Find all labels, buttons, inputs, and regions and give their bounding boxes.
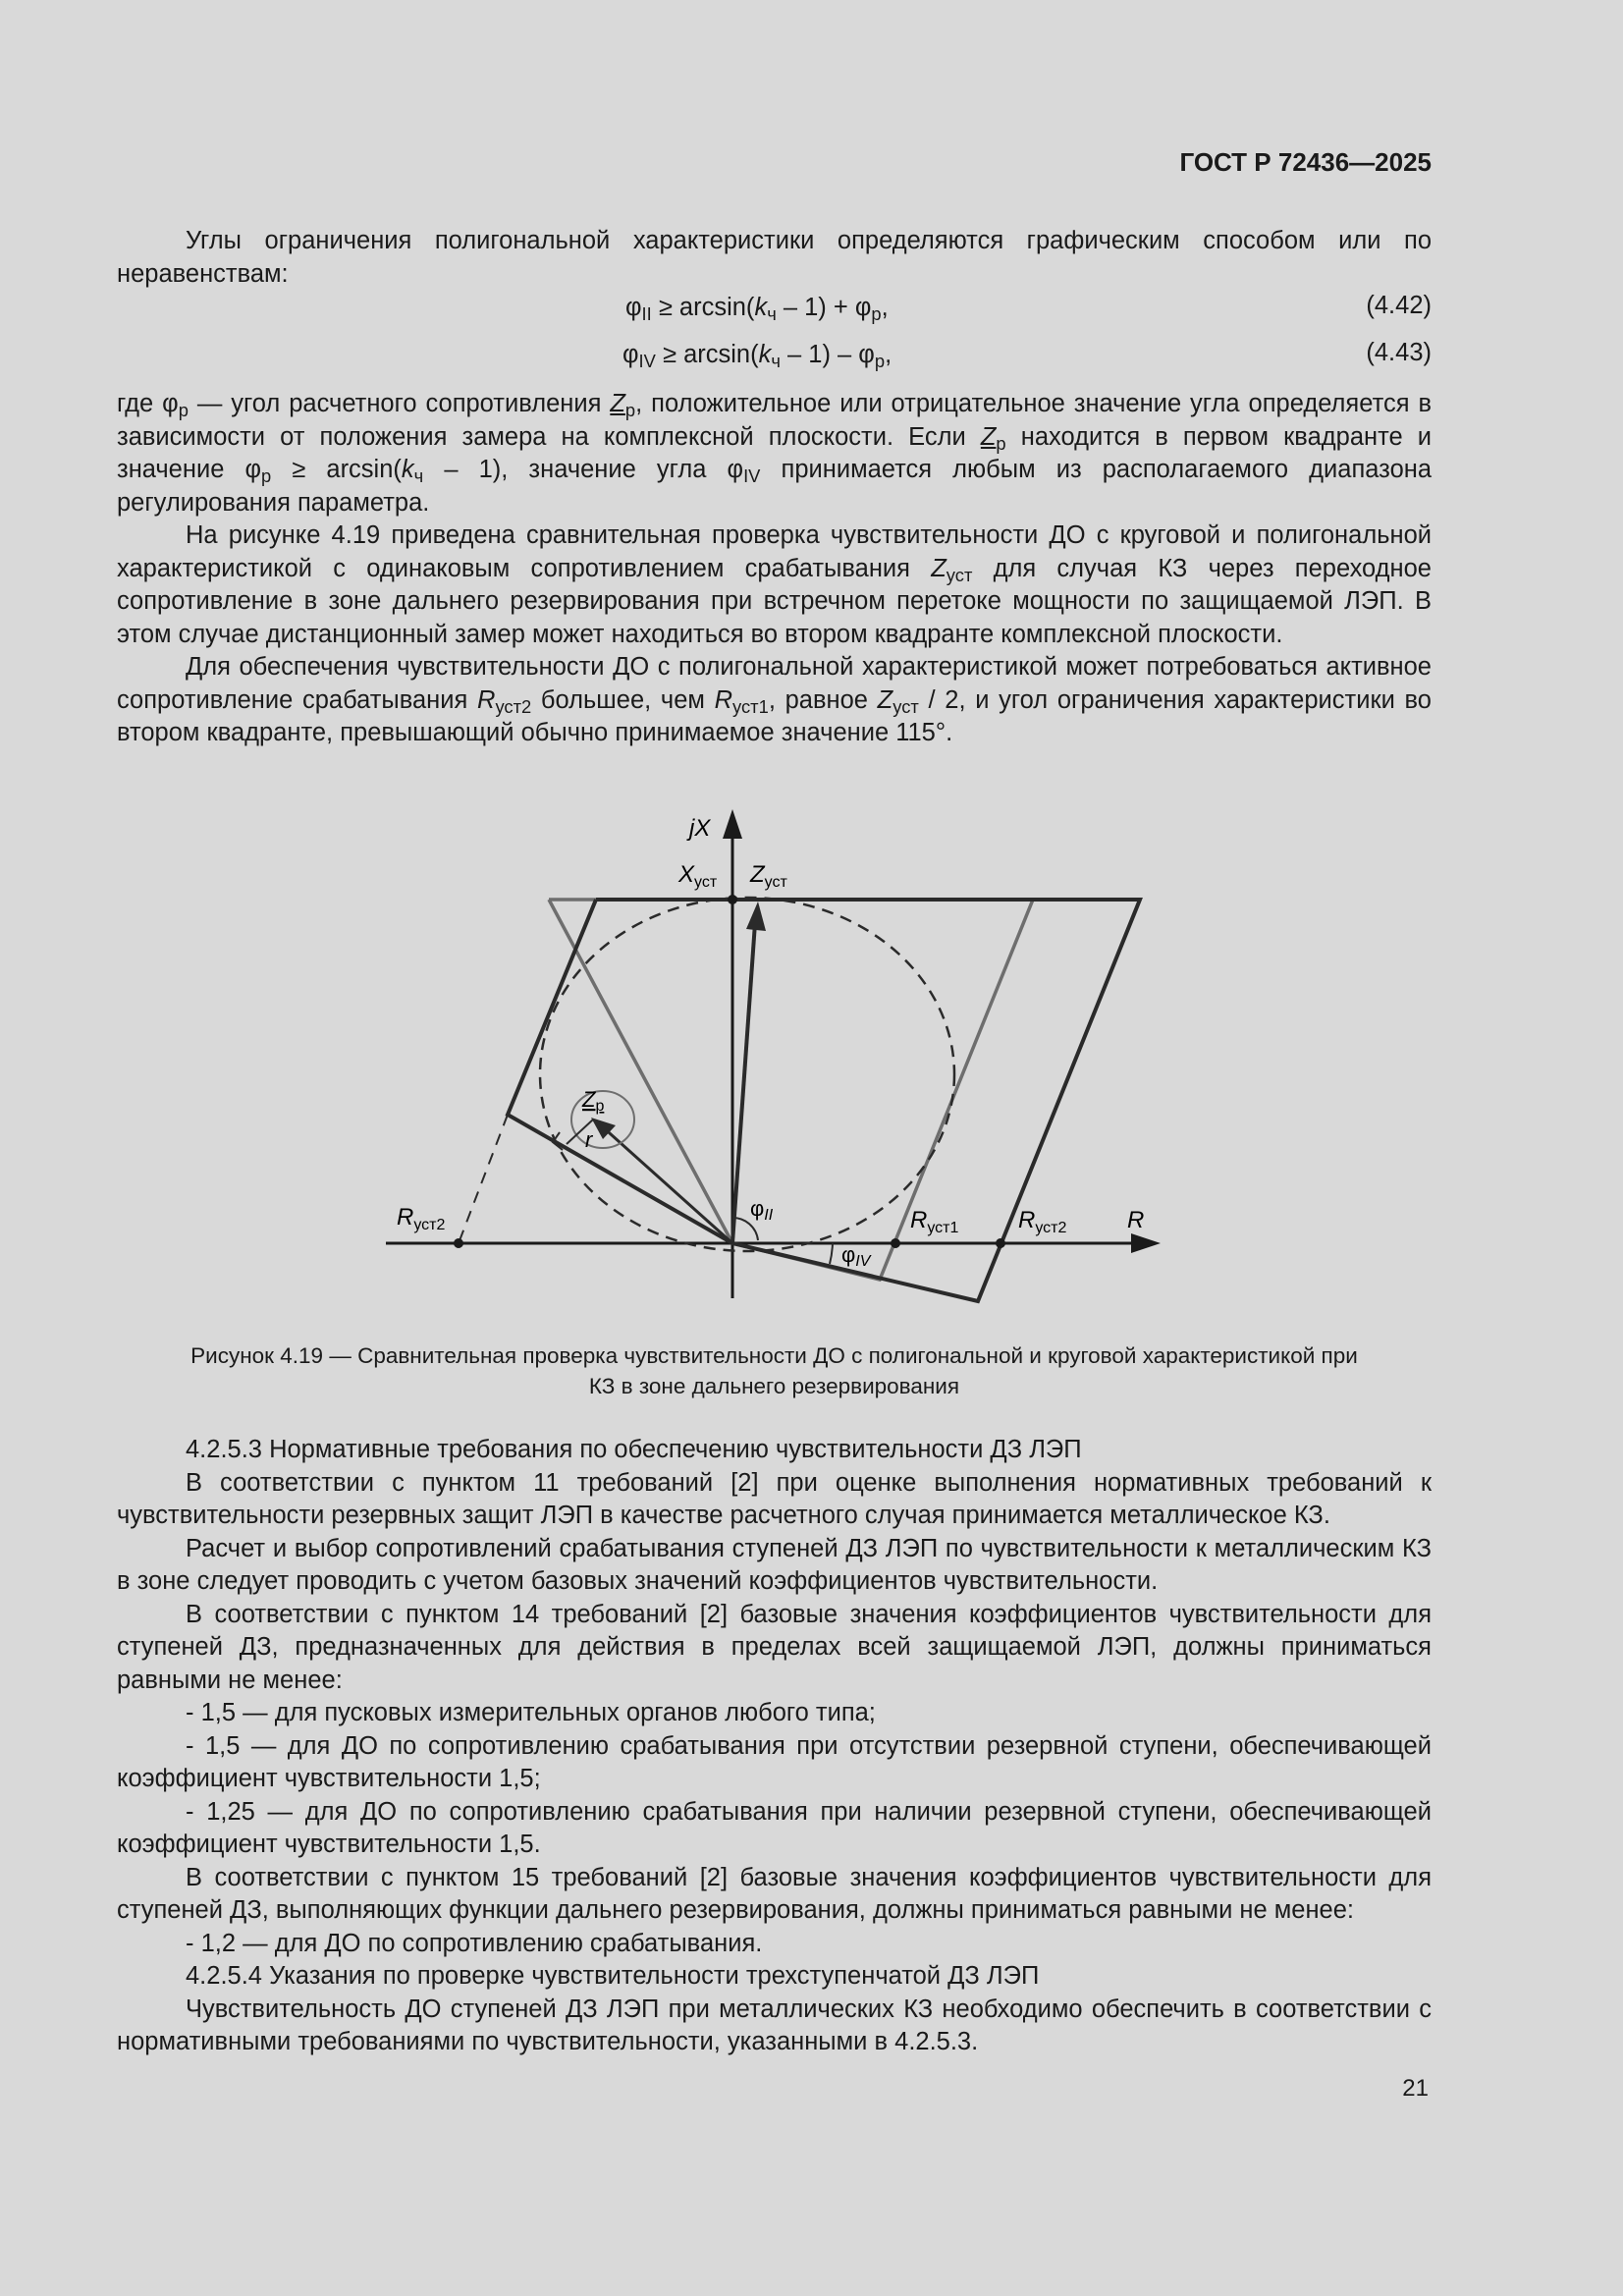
standard-header: ГОСТ Р 72436—2025 [1179,147,1432,177]
label-x-ust: $X_{уст}$ [678,861,718,891]
label-zp: Zр [582,1087,605,1115]
phi-iv-arc [830,1243,833,1264]
list-item: - 1,5 — для ДО по сопротивлению срабатывания при отсутствии резервной ступени, обеспечивающей коэффициент чувствительности 1,5; [117,1731,1432,1792]
z-ust-arrow [746,902,766,931]
label-jx: jX [689,815,711,842]
polygon-characteristic-rust1 [549,900,1033,1280]
label-r: r [585,1127,593,1152]
figure-caption-line-2: КЗ в зоне дальнего резервирования [588,1374,960,1398]
section-4254-title: 4.2.5.4 Указания по проверке чувствительности трехступенчатой ДЗ ЛЭП [186,1962,1040,1990]
point-xust [728,895,737,904]
figure-caption-line-1: Рисунок 4.19 — Сравнительная проверка чувствительности ДО с полигональной и круговой характеристикой при [190,1343,1358,1368]
label-r-axis: R [1127,1207,1145,1233]
jx-axis-arrow [723,809,742,839]
point-rust2 [996,1238,1005,1248]
section-4253-paragraph-3: В соответствии с пунктом 14 требований [2] базовые значения коэффициентов чувствительности для ступеней ДЗ, предназначенных для действия в пределах всей защищаемой ЛЭП, должны приниматься равными не менее: [117,1600,1432,1694]
point-rust2-left [454,1238,463,1248]
figure-caption [117,1340,1432,1401]
where-paragraph: где $\varphi_р$ — угол расчетного сопротивления $Z_р$, положительное или отрицательное значение угла определяется в зависимости от положения замера на комплексной плоскости. Если $Z_р$ находится в первом квадранте и значение $\varphi_р \ge \arcsin(k_ч - 1)$, значение угла $\varphi_{IV}$ принимается любым из располагаемого диапазона регулирования параметра. [117,390,1433,517]
r-axis-arrow [1131,1233,1161,1253]
section-4253-paragraph-4: В соответствии с пунктом 15 требований [2] базовые значения коэффициентов чувствительности для ступеней ДЗ, выполняющих функции дальнего резервирования, должны приниматься равными не менее: [117,1863,1432,1924]
dashed-extension-line [459,1115,508,1243]
equation-number-4-42: (4.42) [1366,292,1432,319]
equation-number-4-43: (4.43) [1366,339,1432,366]
equation-4-42: $\varphi_{II} \ge \arcsin(k_ч - 1) + \varphi_р$, [625,294,889,325]
label-z-ust: $Z_{уст}$ [750,861,787,891]
circular-characteristic [540,898,954,1251]
label-r-ust2-left: $R_{уст2}$ [397,1204,446,1233]
section-4253-paragraph-2: Расчет и выбор сопротивлений срабатывания ступеней ДЗ ЛЭП по чувствительности к металлическим КЗ в зоне следует проводить с учетом базовых значений коэффициентов чувствительности. [117,1534,1432,1595]
list-item: - 1,5 — для пусковых измерительных органов любого типа; [186,1699,876,1726]
sensitivity-paragraph: Для обеспечения чувствительности ДО с полигональной характеристикой может потребоваться активное сопротивление срабатывания $R_{уст2}$ большее, чем $R_{уст1}$, равное $Z_{уст} / 2$, и угол ограничения характеристики во втором квадранте, превышающий обычно принимаемое значение 115°. [117,653,1432,746]
point-rust1 [891,1238,900,1248]
label-phi-ii: φII [750,1196,774,1224]
list-item: - 1,2 — для ДО по сопротивлению срабатывания. [186,1929,763,1957]
label-r-ust1: $R_{уст1}$ [910,1207,959,1236]
list-item: - 1,25 — для ДО по сопротивлению срабатывания при наличии резервной ступени, обеспечивающей коэффициент чувствительности 1,5. [117,1797,1432,1858]
section-4253-paragraph-1: В соответствии с пунктом 11 требований [2] при оценке выполнения нормативных требований к чувствительности резервных защит ЛЭП в качестве расчетного случая принимается металлическое КЗ. [117,1468,1432,1529]
phi-ii-arc [732,1218,758,1240]
body-text-bottom [117,1434,1432,2059]
equation-4-43: $\varphi_{IV} \ge \arcsin(k_ч - 1) - \varphi_р$, [622,341,893,372]
intro-paragraph: Углы ограничения полигональной характеристики определяются графическим способом или по неравенствам: [117,227,1432,288]
section-4254-paragraph-1: Чувствительность ДО ступеней ДЗ ЛЭП при металлических КЗ необходимо обеспечить в соответствии с нормативными требованиями по чувствительности, указанными в 4.2.5.3. [117,1995,1432,2055]
label-phi-iv: φIV [841,1242,871,1270]
label-r-ust2: $R_{уст2}$ [1018,1207,1067,1236]
page-number: 21 [1402,2075,1429,2102]
section-4253-title: 4.2.5.3 Нормативные требования по обеспечению чувствительности ДЗ ЛЭП [186,1436,1082,1463]
figure-reference-paragraph: На рисунке 4.19 приведена сравнительная проверка чувствительности ДО с круговой и полигональной характеристикой с одинаковым сопротивлением срабатывания $Z_{уст}$ для случая КЗ через переходное сопротивление в зоне дальнего резервирования при встречном перетоке мощности по защищаемой ЛЭП. В этом случае дистанционный замер может находиться во втором квадранте комплексной плоскости. [117,521,1432,648]
